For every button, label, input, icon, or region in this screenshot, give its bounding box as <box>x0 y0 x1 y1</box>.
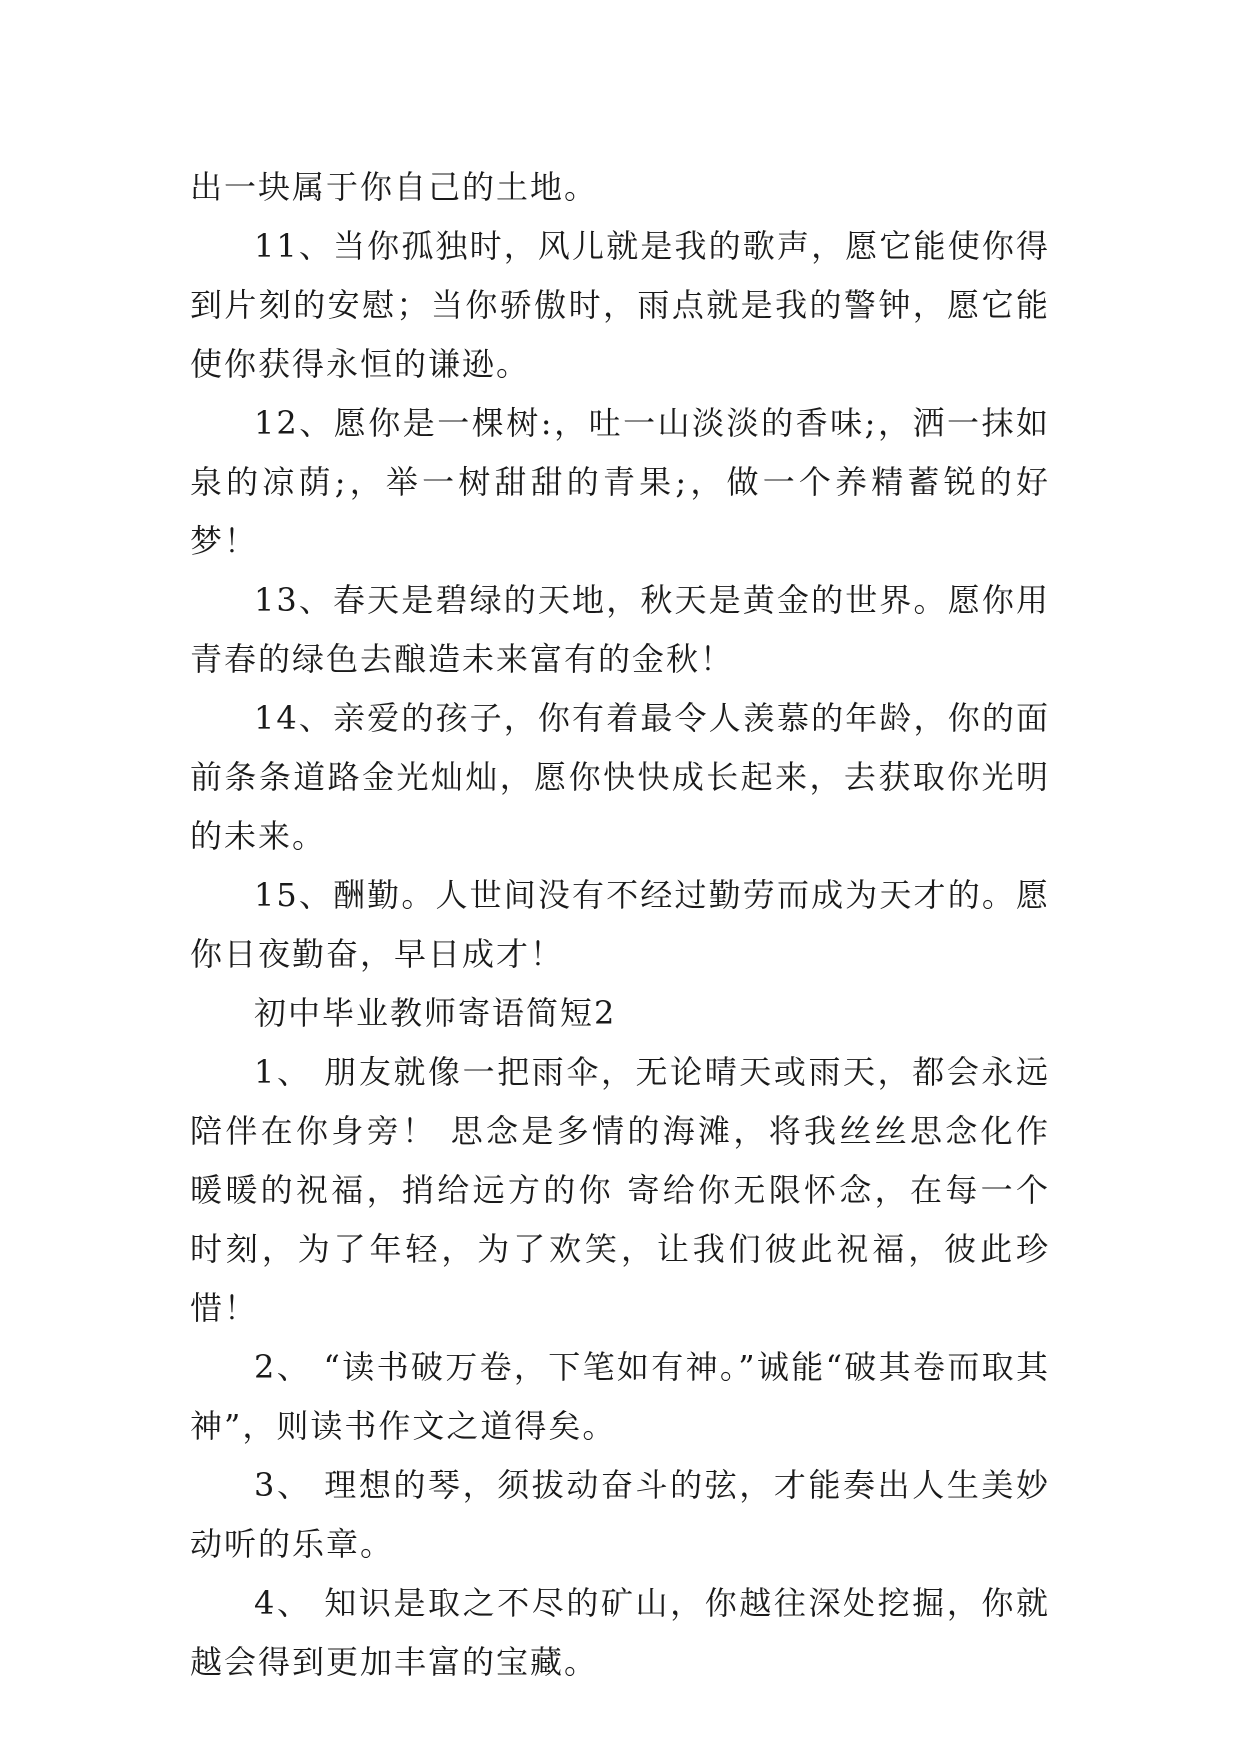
paragraph-item-4: 4、 知识是取之不尽的矿山，你越往深处挖掘，你就越会得到更加丰富的宝藏。 <box>190 1584 1050 1681</box>
paragraph-item-3: 3、 理想的琴，须拔动奋斗的弦，才能奏出人生美妙动听的乐章。 <box>190 1466 1050 1563</box>
paragraph-item-15: 15、酬勤。人世间没有不经过勤劳而成为天才的。愿你日夜勤奋，早日成才！ <box>190 876 1050 973</box>
paragraph-item-11: 11、当你孤独时，风儿就是我的歌声，愿它能使你得到片刻的安慰；当你骄傲时，雨点就是我的警钟，愿它能使你获得永恒的谦逊。 <box>190 227 1050 383</box>
paragraph-item-13: 13、春天是碧绿的天地，秋天是黄金的世界。愿你用青春的绿色去酿造未来富有的金秋！ <box>190 581 1050 678</box>
paragraph-continuation: 出一块属于你自己的土地。 <box>190 168 599 206</box>
paragraph-item-1: 1、 朋友就像一把雨伞，无论晴天或雨天，都会永远陪伴在你身旁！ 思念是多情的海滩，将我丝丝思念化作暖暖的祝福，捎给远方的你 寄给你无限怀念，在每一个时刻，为了年轻，为了欢笑，让我们彼此祝福，彼此珍惜！ <box>190 1053 1050 1327</box>
paragraph-item-14: 14、亲爱的孩子，你有着最令人羡慕的年龄，你的面前条条道路金光灿灿，愿你快快成长起来，去获取你光明的未来。 <box>190 699 1050 855</box>
paragraph-item-2: 2、 “读书破万卷，下笔如有神。”诚能“破其卷而取其神”，则读书作文之道得矣。 <box>190 1348 1050 1445</box>
paragraph-item-12: 12、愿你是一棵树:，吐一山淡淡的香味;，洒一抹如泉的凉荫;，举一树甜甜的青果;，做一个养精蓄锐的好梦！ <box>190 404 1050 560</box>
section-heading: 初中毕业教师寄语简短2 <box>254 994 617 1032</box>
document-body <box>190 158 1050 1692</box>
